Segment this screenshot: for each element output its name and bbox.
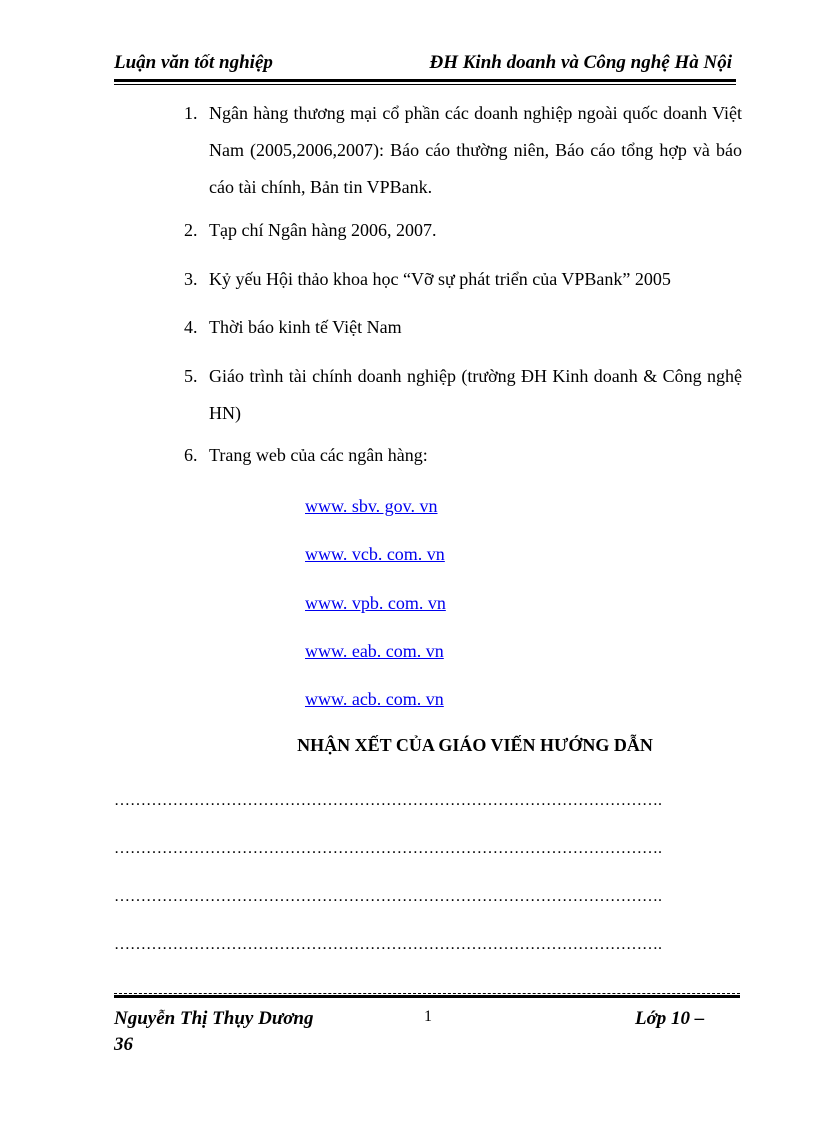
header-university-label: ĐH Kinh doanh và Công nghệ Hà Nội	[429, 52, 732, 73]
reference-text: Giáo trình tài chính doanh nghiệp (trường ĐH Kinh doanh & Công nghệ HN)	[209, 366, 742, 423]
footer-class: Lớp 10 –	[635, 1008, 705, 1029]
reference-item	[184, 261, 742, 298]
reference-item	[184, 309, 742, 346]
reference-text: Kỷ yếu Hội thảo khoa học “Vỡ sự phát triển của VPBank” 2005	[209, 269, 671, 289]
website-item	[305, 585, 446, 622]
reference-text: Trang web của các ngân hàng:	[209, 445, 428, 465]
website-item	[305, 488, 438, 525]
reference-text: Thời báo kinh tế Việt Nam	[209, 317, 402, 337]
website-link-vcb[interactable]: www. vcb. com. vn	[305, 544, 445, 564]
page-number: 1	[424, 1008, 432, 1025]
reference-text: Ngân hàng thương mại cổ phần các doanh nghiệp ngoài quốc doanh Việt Nam (2005,2006,2007): Báo cáo thường niên, Báo cáo tổng hợp và báo cáo tài chính, Bản tin VPBank.	[209, 103, 742, 197]
website-item	[305, 633, 444, 670]
reference-text: Tạp chí Ngân hàng 2006, 2007.	[209, 220, 437, 240]
dotted-line: ………………………………………………………………………………………….	[114, 936, 662, 953]
header-thesis-label: Luận văn tốt nghiệp	[114, 52, 273, 73]
header-rule-thick	[114, 79, 736, 82]
header-rule-thin	[114, 84, 736, 85]
reference-number: 3.	[184, 269, 198, 289]
website-link-eab[interactable]: www. eab. com. vn	[305, 641, 444, 661]
website-item	[305, 681, 444, 718]
reference-item	[184, 437, 742, 474]
reference-number: 6.	[184, 445, 198, 465]
page-header	[114, 50, 736, 80]
website-link-vpb[interactable]: www. vpb. com. vn	[305, 593, 446, 613]
footer-author: Nguyễn Thị Thụy Dương	[114, 1008, 314, 1029]
section-title: NHẬN XẾT CỦA GIÁO VIẾN HƯỚNG DẪN	[297, 735, 653, 755]
dotted-line: ………………………………………………………………………………………….	[114, 840, 662, 857]
website-item	[305, 536, 445, 573]
reference-item	[184, 358, 742, 432]
reference-number: 4.	[184, 317, 198, 337]
dotted-line: ………………………………………………………………………………………….	[114, 792, 662, 809]
footer-rule	[114, 993, 740, 998]
website-link-acb[interactable]: www. acb. com. vn	[305, 689, 444, 709]
reference-number: 1.	[184, 103, 198, 123]
footer-class-number: 36	[114, 1034, 133, 1055]
reference-item	[184, 212, 742, 249]
website-link-sbv[interactable]: www. sbv. gov. vn	[305, 496, 438, 516]
reference-item	[184, 95, 742, 206]
reference-number: 2.	[184, 220, 198, 240]
reference-number: 5.	[184, 366, 198, 386]
dotted-line: ………………………………………………………………………………………….	[114, 888, 662, 905]
